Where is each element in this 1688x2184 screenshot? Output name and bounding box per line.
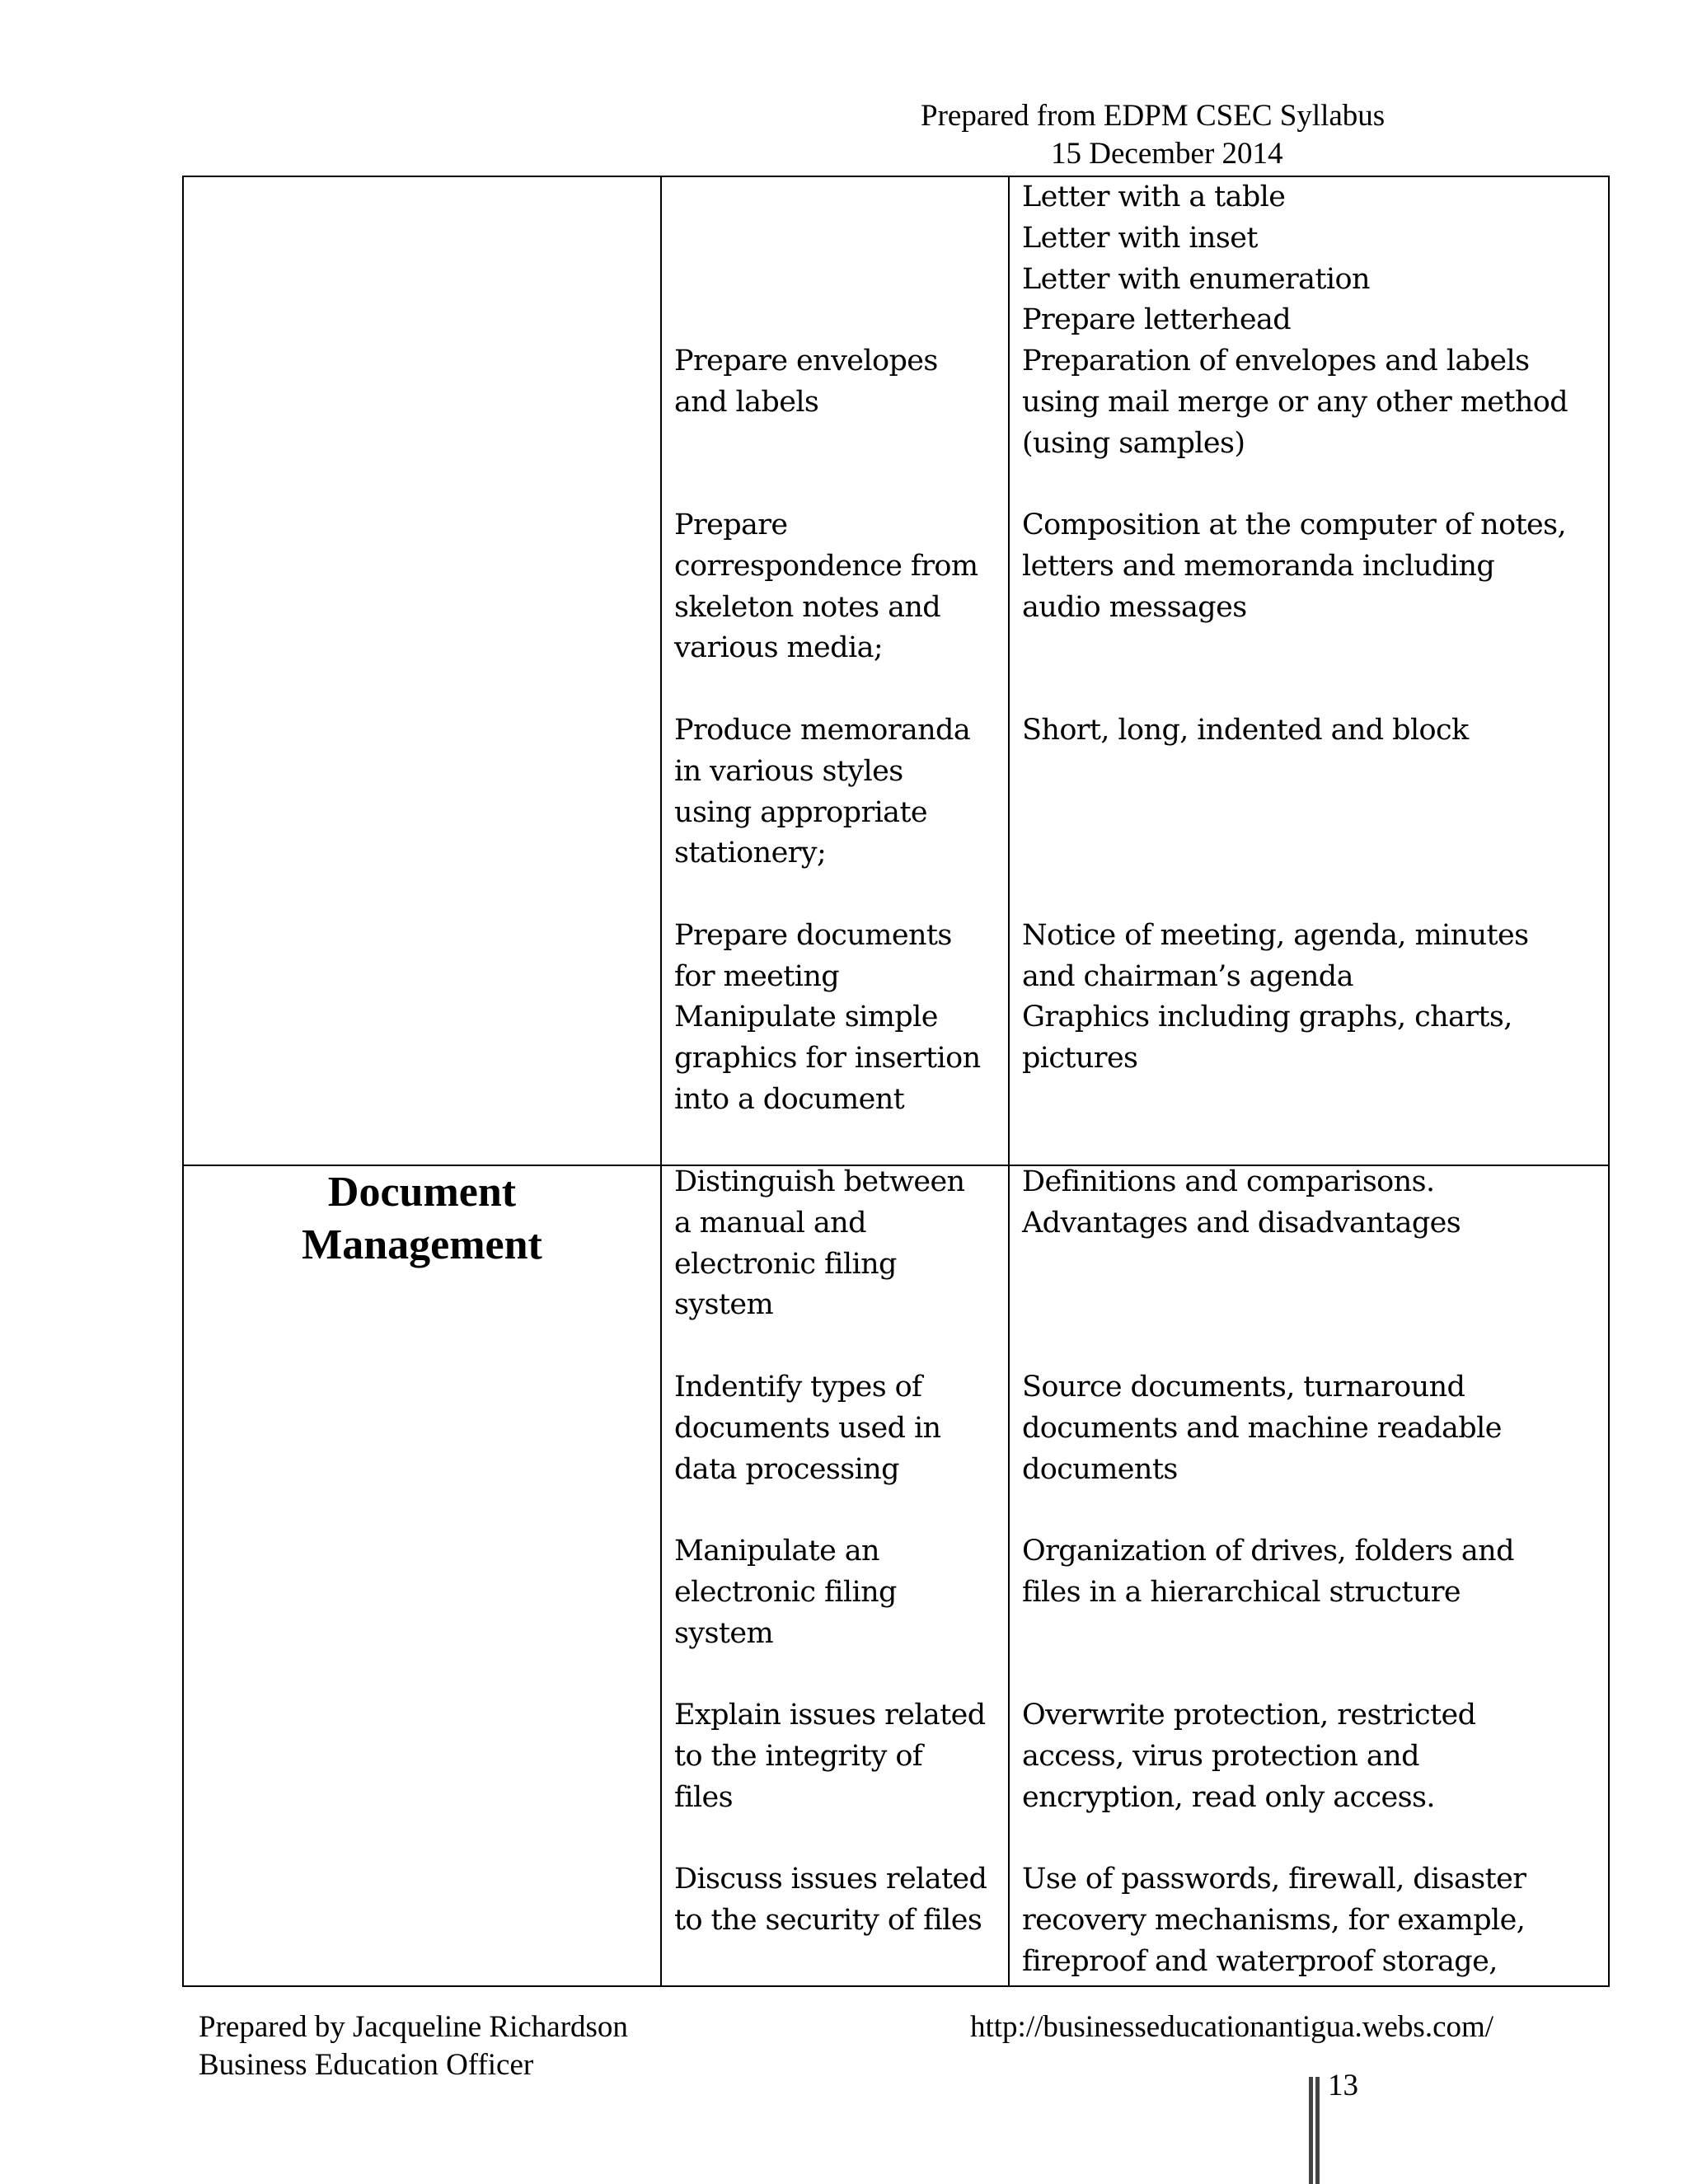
objective-cell: Manipulate an electronic filing system: [674, 1535, 897, 1650]
objective-cell: Produce memoranda in various styles using appropriate stationery;: [674, 714, 971, 870]
objective-cell: Manipulate simple graphics for insertion into a document: [674, 1001, 981, 1116]
page-number: 13: [1328, 2069, 1358, 2102]
content-cell: Use of passwords, firewall, disaster recovery mechanisms, for example, fireproof and waterproof storage,: [1022, 1863, 1526, 1978]
content-cell: Organization of drives, folders and files in a hierarchical structure: [1022, 1535, 1514, 1609]
footer-author: Prepared by Jacqueline Richardson: [199, 2010, 628, 2044]
syllabus-table: [182, 176, 1610, 1987]
content-cell: Letter with a table Letter with inset Letter with enumeration Prepare letterhead: [1022, 180, 1370, 337]
footer-role: Business Education Officer: [199, 2048, 534, 2082]
objective-cell: Distinguish between a manual and electronic filing system: [674, 1165, 965, 1322]
content-cell: Preparation of envelopes and labels using mail merge or any other method (using samples): [1022, 344, 1568, 460]
page-number-bar: [1309, 2077, 1320, 2184]
header-syllabus-line: Prepared from EDPM CSEC Syllabus: [921, 99, 1386, 133]
content-cell: Overwrite protection, restricted access, virus protection and encryption, read only access.: [1022, 1699, 1476, 1814]
section-title-line: Document: [327, 1169, 517, 1216]
objective-cell: Indentify types of documents used in data processing: [674, 1371, 941, 1486]
objective-cell: Discuss issues related to the security of files: [674, 1863, 987, 1937]
content-cell: Graphics including graphs, charts, pictures: [1022, 1001, 1512, 1075]
content-cell: Notice of meeting, agenda, minutes and chairman’s agenda: [1022, 919, 1529, 993]
content-cell: Short, long, indented and block: [1022, 714, 1469, 747]
section-title: [184, 1166, 660, 1272]
content-cell: Definitions and comparisons. Advantages and disadvantages: [1022, 1165, 1461, 1240]
objective-cell: Prepare documents for meeting: [674, 919, 952, 993]
footer-author-block: [199, 2008, 628, 2084]
content-cell: Composition at the computer of notes, letters and memoranda including audio messages: [1022, 509, 1567, 624]
content-cell: Source documents, turnaround documents and machine readable documents: [1022, 1371, 1502, 1486]
section-title-line: Management: [302, 1221, 542, 1268]
objective-cell: Explain issues related to the integrity of files: [674, 1699, 986, 1814]
column-divider: [660, 177, 662, 1985]
footer-url: http://businesseducationantigua.webs.com/: [970, 2010, 1494, 2044]
column-divider: [1008, 177, 1010, 1985]
objective-cell: Prepare correspondence from skeleton notes and various media;: [674, 509, 978, 665]
header-date-line: 15 December 2014: [1051, 137, 1283, 171]
objective-cell: Prepare envelopes and labels: [674, 344, 938, 419]
